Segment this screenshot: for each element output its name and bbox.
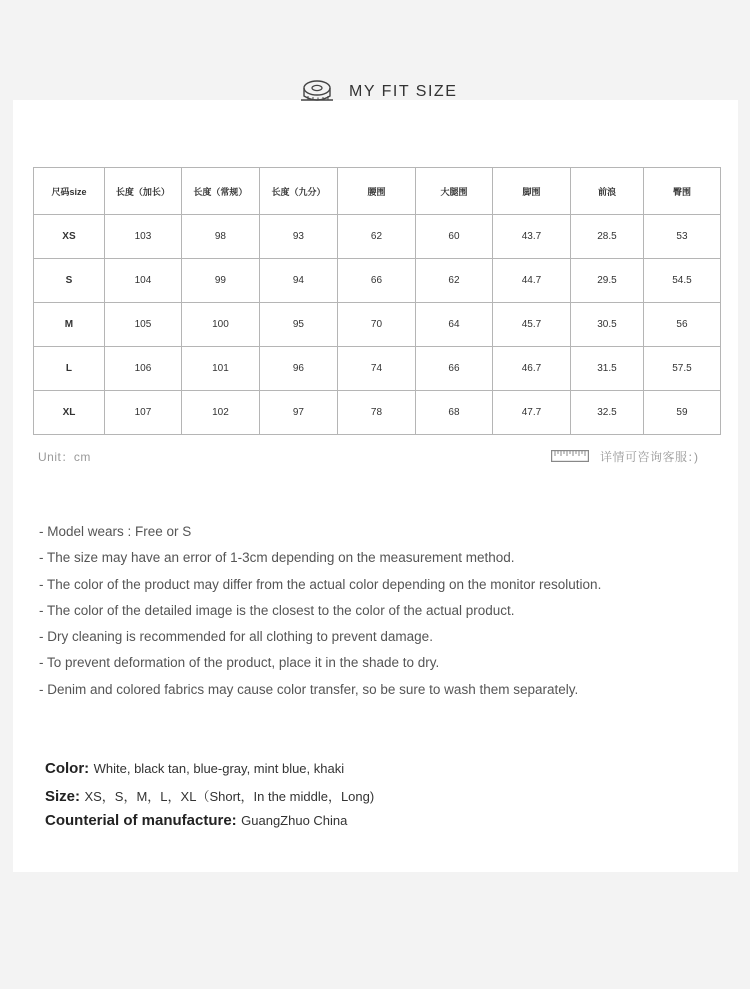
table-cell: 93: [259, 215, 337, 259]
table-cell: 103: [104, 215, 181, 259]
table-cell: 96: [259, 347, 337, 391]
spec-color: [45, 760, 344, 778]
table-cell: 101: [181, 347, 259, 391]
table-row: [34, 391, 721, 435]
list-item: - Denim and colored fabrics may cause color transfer, so be sure to wash them separately.: [39, 681, 579, 697]
table-cell: L: [34, 347, 105, 391]
table-cell: 44.7: [492, 259, 570, 303]
table-row: [34, 215, 721, 259]
table-cell: 94: [259, 259, 337, 303]
list-item: - The color of the product may differ from the actual color depending on the monitor resolution.: [39, 576, 602, 592]
table-cell: 62: [415, 259, 492, 303]
table-header-cell: 臀围: [643, 168, 720, 215]
table-cell: 98: [181, 215, 259, 259]
list-item: - To prevent deformation of the product, place it in the shade to dry.: [39, 655, 440, 671]
service-note: 详情可咨询客服：): [600, 450, 699, 464]
table-cell: 43.7: [492, 215, 570, 259]
spec-color-label: Color:: [45, 760, 90, 777]
table-cell: 78: [337, 391, 415, 435]
table-cell: 74: [337, 347, 415, 391]
table-cell: 32.5: [570, 391, 643, 435]
table-cell: 30.5: [570, 303, 643, 347]
table-header-row: [34, 168, 721, 215]
table-cell: M: [34, 303, 105, 347]
table-header-cell: 大腿围: [415, 168, 492, 215]
table-cell: 57.5: [643, 347, 720, 391]
page-title: MY FIT SIZE: [349, 83, 458, 100]
table-cell: S: [34, 259, 105, 303]
table-header-cell: 脚围: [492, 168, 570, 215]
tape-measure-icon: [300, 79, 334, 103]
table-cell: 106: [104, 347, 181, 391]
spec-color-value: White, black tan, blue-gray, mint blue, khaki: [93, 761, 345, 776]
table-cell: 53: [643, 215, 720, 259]
unit-label: Unit：cm: [38, 450, 91, 464]
table-header-cell: 长度（加长）: [104, 168, 181, 215]
table-cell: XL: [34, 391, 105, 435]
table-header-cell: 前浪: [570, 168, 643, 215]
table-cell: 59: [643, 391, 720, 435]
table-row: [34, 303, 721, 347]
table-cell: 70: [337, 303, 415, 347]
spec-origin: [45, 812, 347, 830]
spec-size-label: Size:: [45, 788, 81, 805]
table-cell: 45.7: [492, 303, 570, 347]
list-item: - Dry cleaning is recommended for all clothing to prevent damage.: [39, 629, 433, 645]
spec-size: [45, 786, 374, 806]
table-header-cell: 尺码size: [34, 168, 105, 215]
table-cell: 66: [337, 259, 415, 303]
care-notes: [39, 522, 601, 706]
table-cell: 95: [259, 303, 337, 347]
table-cell: 29.5: [570, 259, 643, 303]
table-cell: 66: [415, 347, 492, 391]
list-item: - The color of the detailed image is the closest to the color of the actual product.: [39, 602, 515, 618]
table-cell: 104: [104, 259, 181, 303]
table-cell: 31.5: [570, 347, 643, 391]
table-cell: 97: [259, 391, 337, 435]
table-row: [34, 259, 721, 303]
list-item: - The size may have an error of 1-3cm depending on the measurement method.: [39, 550, 515, 566]
table-cell: 46.7: [492, 347, 570, 391]
list-item: - Model wears : Free or S: [39, 524, 192, 539]
spec-origin-label: Counterial of manufacture:: [45, 812, 237, 829]
table-cell: XS: [34, 215, 105, 259]
table-cell: 100: [181, 303, 259, 347]
table-cell: 56: [643, 303, 720, 347]
table-cell: 105: [104, 303, 181, 347]
table-header-cell: 腰围: [337, 168, 415, 215]
table-cell: 47.7: [492, 391, 570, 435]
table-row: [34, 347, 721, 391]
table-cell: 68: [415, 391, 492, 435]
table-cell: 28.5: [570, 215, 643, 259]
table-cell: 54.5: [643, 259, 720, 303]
page-header: [0, 76, 750, 106]
table-cell: 99: [181, 259, 259, 303]
table-cell: 62: [337, 215, 415, 259]
spec-size-value: XS，S，M，L，XL（Short，In the middle，Long): [84, 789, 375, 804]
ruler-icon: [551, 450, 589, 462]
table-cell: 64: [415, 303, 492, 347]
table-cell: 60: [415, 215, 492, 259]
table-header-cell: 长度（常规）: [181, 168, 259, 215]
table-header-cell: 长度（九分）: [259, 168, 337, 215]
size-table: [33, 167, 721, 435]
spec-origin-value: GuangZhuo China: [241, 813, 348, 828]
table-cell: 107: [104, 391, 181, 435]
table-cell: 102: [181, 391, 259, 435]
